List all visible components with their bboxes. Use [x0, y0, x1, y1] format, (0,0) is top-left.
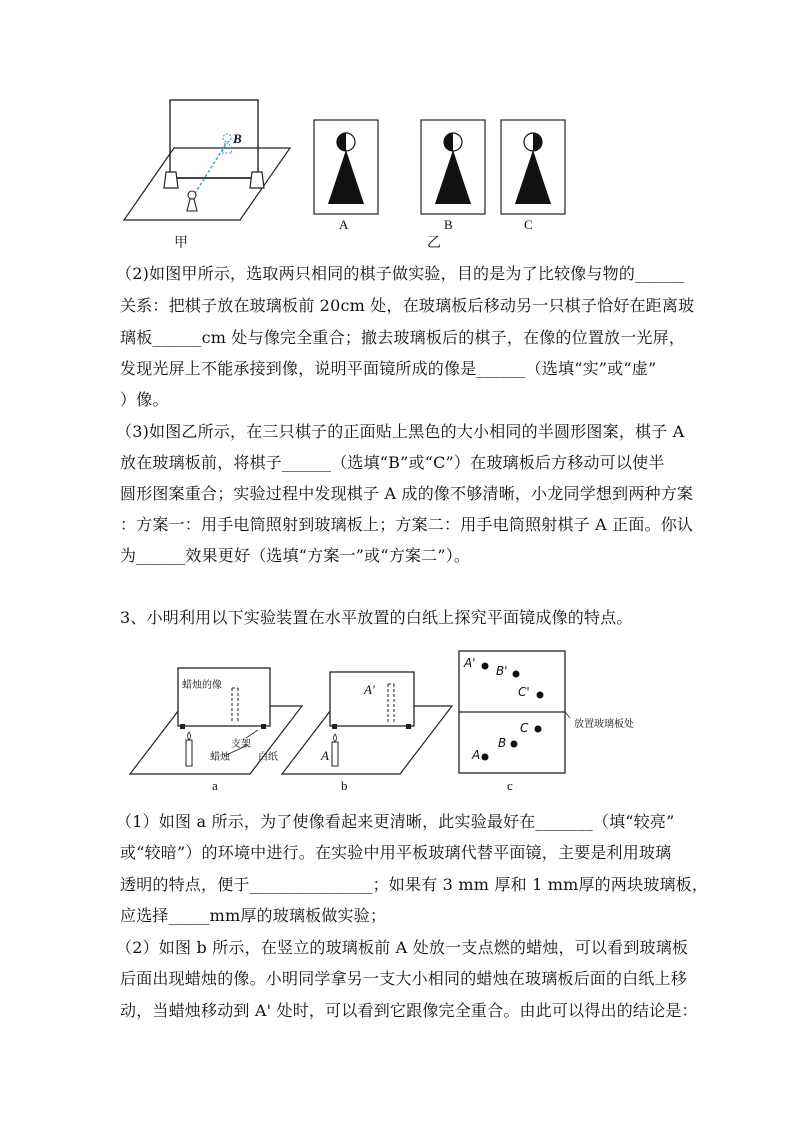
problem-3-title: 3、小明利用以下实验装置在水平放置的白纸上探究平面镜成像的特点。 — [120, 608, 633, 627]
chess-piece-front — [187, 191, 197, 211]
p3-q2-line-2: 后面出现蜡烛的像。小明同学拿另一支大小相同的蜡烛在玻璃板后面的白纸上移 — [120, 969, 688, 988]
q3-line-5: 为______效果更好（选填“方案一”或“方案二”）。 — [120, 546, 471, 565]
label-candle-image: 蜡烛的像 — [182, 680, 222, 691]
p3-q1-line-1: （1）如图 a 所示，为了使像看起来更清晰，此实验最好在_______（填“较亮” — [116, 812, 675, 831]
q2-line-2: 关系：把棋子放在玻璃板前 20cm 处，在玻璃板后移动另一只棋子恰好在距离玻 — [120, 296, 695, 315]
label-b-c: B — [498, 736, 507, 750]
card-label-c: C — [524, 217, 533, 232]
p3-q2-line-3: 动，当蜡烛移动到 A' 处时，可以看到它跟像完全重合。由此可以得出的结论是： — [120, 1001, 698, 1020]
card-label-b: B — [444, 217, 453, 232]
label-paper: 白纸 — [258, 752, 278, 763]
caption-yi: 乙 — [427, 236, 441, 251]
figure-jia — [118, 92, 298, 252]
candle-b — [332, 734, 338, 766]
caption-b: b — [341, 778, 348, 793]
figure-yi-cards — [310, 118, 572, 218]
p3-q1-line-3: 透明的特点，便于_______________；如果有 3 mm 厚和 1 mm厚的两块玻璃板， — [120, 875, 709, 894]
q3-line-4: ：方案一：用手电筒照射到玻璃板上；方案二：用手电筒照射棋子 A 正面。你认 — [120, 515, 694, 534]
point-label-b: B — [233, 131, 242, 146]
q2-line-4: 发现光屏上不能承接到像，说明平面镜所成的像是______（选填“实”或“虚” — [120, 359, 657, 378]
label-b-prime: B' — [496, 664, 508, 678]
label-candle: 蜡烛 — [210, 752, 230, 763]
p3-q1-line-2: 或“较暗”）的环境中进行。在实验中用平板玻璃代替平面镜，主要是利用玻璃 — [120, 843, 672, 862]
q2-line-3: 璃板______cm 处与像完全重合；撤去玻璃板后的棋子，在像的位置放一光屏， — [120, 328, 686, 347]
label-c-prime: C' — [518, 685, 530, 699]
caption-a: a — [212, 778, 218, 793]
label-point-a-prime-b: A' — [364, 682, 375, 697]
q2-line-1: （2)如图甲所示，选取两只相同的棋子做实验，目的是为了比较像与物的______ — [116, 264, 685, 283]
q3-line-1: （3)如图乙所示，在三只棋子的正面贴上黑色的大小相同的半圆形图案，棋子 A — [116, 422, 685, 441]
caption-jia: 甲 — [174, 236, 188, 251]
card-c — [501, 120, 565, 214]
card-b — [421, 120, 485, 214]
caption-c: c — [507, 778, 513, 793]
chess-piece-image — [222, 134, 232, 153]
label-support: 支架 — [231, 739, 251, 750]
q2-line-5: ）像。 — [120, 390, 169, 409]
q3-line-2: 放在玻璃板前，将棋子______（选填“B”或“C”）在玻璃板后方移动可以使半 — [120, 453, 665, 472]
p3-q1-line-4: 应选择_____mm厚的玻璃板做实验； — [120, 906, 387, 925]
card-label-a: A — [339, 217, 349, 232]
label-a-c: A — [472, 748, 481, 762]
label-glass-position: 放置玻璃板处 — [574, 719, 634, 730]
card-a — [314, 120, 378, 214]
q3-line-3: 圆形图案重合；实验过程中发现棋子 A 成的像不够清晰，小龙同学想到两种方案 — [120, 484, 694, 503]
label-a-prime: A' — [464, 656, 476, 670]
figure-b — [280, 662, 456, 778]
label-point-a-b: A — [321, 748, 329, 763]
label-c-c: C — [520, 721, 529, 735]
p3-q2-line-1: （2）如图 b 所示，在竖立的玻璃板前 A 处放一支点燃的蜡烛，可以看到玻璃板 — [116, 938, 689, 957]
candle-a — [186, 732, 192, 766]
